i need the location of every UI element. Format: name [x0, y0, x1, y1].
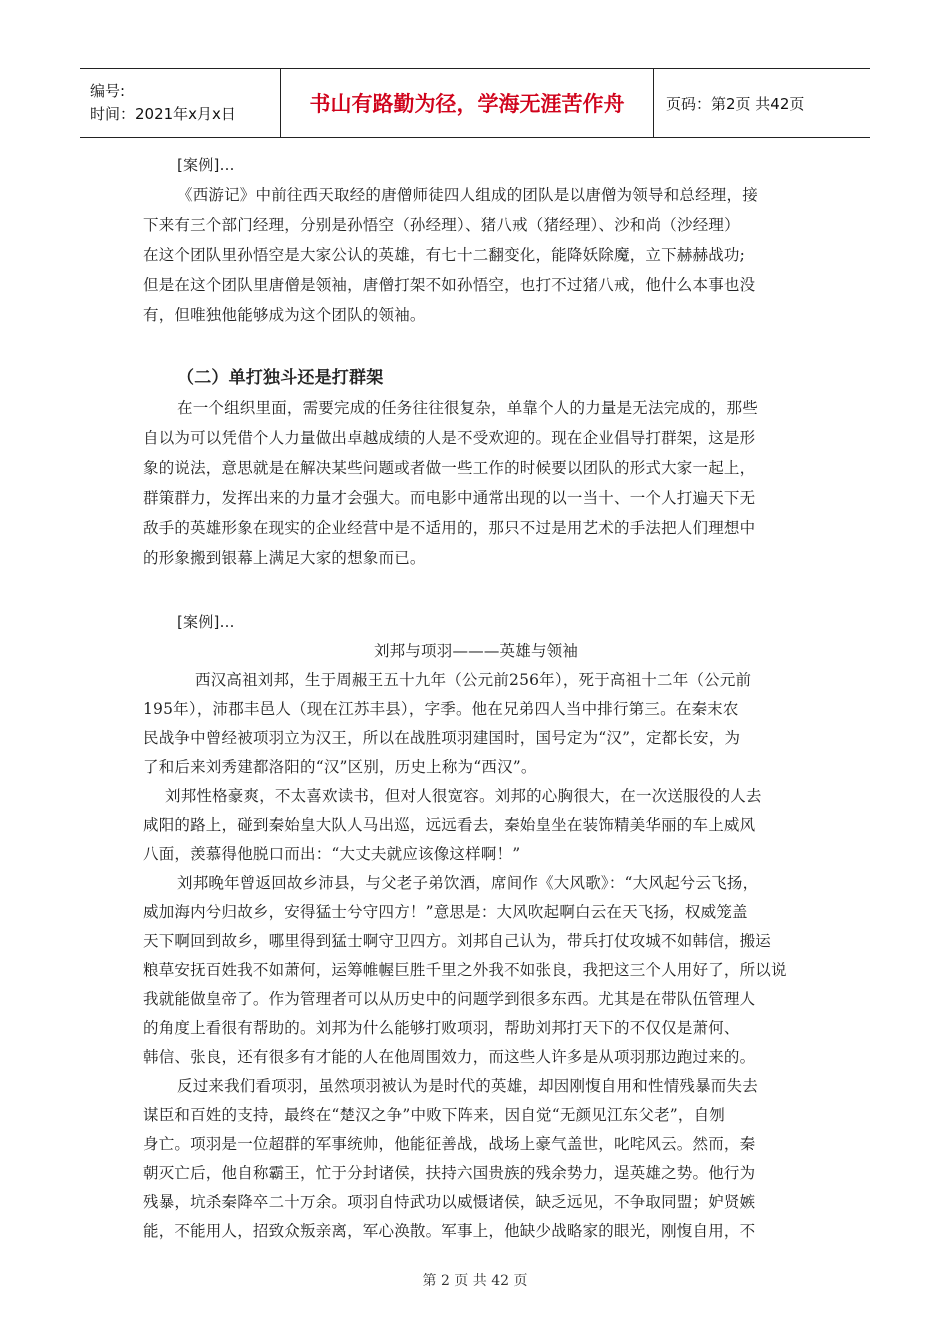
header-page-info	[654, 69, 870, 137]
paragraph-line: 的形象搬到银幕上满足大家的想象而已。	[143, 549, 426, 567]
paragraph-line: 自以为可以凭借个人力量做出卓越成绩的人是不受欢迎的。现在企业倡导打群架，这是形	[143, 429, 756, 447]
paragraph-line: 能，不能用人，招致众叛亲离，军心涣散。军事上，他缺少战略家的眼光，刚愎自用，不	[143, 1222, 756, 1240]
motto-text: 书山有路勤为径，学海无涯苦作舟	[309, 92, 625, 116]
document-body	[143, 150, 809, 1246]
paragraph-line: 反过来我们看项羽，虽然项羽被认为是时代的英雄，却因刚愎自用和性情残暴而失去	[177, 1077, 758, 1095]
paragraph-line: 韩信、张良，还有很多有才能的人在他周围效力，而这些人许多是从项羽那边跑过来的。	[143, 1048, 756, 1066]
page-info-text: 页码：第2页 共42页	[666, 94, 805, 113]
paragraph-line: 在一个组织里面，需要完成的任务往往很复杂，单靠个人的力量是无法完成的，那些	[177, 399, 758, 417]
paragraph-line: 了和后来刘秀建都洛阳的“汉”区别，历史上称为“西汉”。	[143, 758, 537, 776]
paragraph-line: 天下啊回到故乡，哪里得到猛士啊守卫四方。刘邦自己认为，带兵打仗攻城不如韩信，搬运	[143, 932, 772, 950]
page-footer: 第 2 页 共 42 页	[422, 1273, 528, 1289]
paragraph-line: 残暴，坑杀秦降卒二十万余。项羽自恃武功以威慑诸侯，缺乏远见，不争取同盟；妒贤嫉	[143, 1193, 756, 1211]
case-label: [案例]…	[177, 613, 235, 631]
paragraph-line: 的角度上看很有帮助的。刘邦为什么能够打败项羽，帮助刘邦打天下的不仅仅是萧何、	[143, 1019, 740, 1037]
document-number-label: 编号:	[90, 82, 126, 100]
paragraph-line: 咸阳的路上，碰到秦始皇大队人马出巡，远远看去，秦始皇坐在装饰精美华丽的车上威风	[143, 816, 756, 834]
paragraph-line: 威加海内兮归故乡，安得猛士兮守四方！”意思是：大风吹起啊白云在天飞扬，权威笼盖	[143, 903, 748, 921]
paragraph-line: 谋臣和百姓的支持，最终在“楚汉之争”中败下阵来，因自觉“无颜见江东父老”，自刎	[143, 1106, 725, 1124]
document-date-label: 时间：2021年x月x日	[90, 105, 236, 123]
header-meta	[80, 69, 281, 137]
paragraph-line: 有，但唯独他能够成为这个团队的领袖。	[143, 306, 426, 324]
paragraph-line: 在这个团队里孙悟空是大家公认的英雄，有七十二翻变化，能降妖除魔，立下赫赫战功;	[143, 246, 746, 264]
paragraph-line: 下来有三个部门经理，分别是孙悟空（孙经理）、猪八戒（猪经理）、沙和尚（沙经理）	[143, 216, 740, 234]
paragraph-line: 八面，羡慕得他脱口而出：“大丈夫就应该像这样啊！”	[143, 845, 521, 863]
paragraph-line: 刘邦性格豪爽，不太喜欢读书，但对人很宽容。刘邦的心胸很大，在一次送服役的人去	[165, 787, 762, 805]
paragraph-line: 《西游记》中前往西天取经的唐僧师徒四人组成的团队是以唐僧为领导和总经理，接	[177, 186, 758, 204]
paragraph-line: 但是在这个团队里唐僧是领袖，唐僧打架不如孙悟空，也打不过猪八戒，他什么本事也没	[143, 276, 756, 294]
case-label: [案例]…	[177, 156, 235, 174]
paragraph-line: 西汉高祖刘邦，生于周赧王五十九年（公元前256年），死于高祖十二年（公元前	[195, 671, 752, 689]
header-motto	[281, 69, 654, 137]
paragraph-line: 敌手的英雄形象在现实的企业经营中是不适用的，那只不过是用艺术的手法把人们理想中	[143, 519, 756, 537]
paragraph-line: 我就能做皇帝了。作为管理者可以从历史中的问题学到很多东西。尤其是在带队伍管理人	[143, 990, 756, 1008]
page-header	[80, 68, 870, 138]
paragraph-line: 刘邦晚年曾返回故乡沛县，与父老子弟饮酒，席间作《大风歌》：“大风起兮云飞扬，	[177, 874, 759, 892]
paragraph-line: 民战争中曾经被项羽立为汉王，所以在战胜项羽建国时，国号定为“汉”，定都长安，为	[143, 729, 741, 747]
paragraph-line: 象的说法，意思就是在解决某些问题或者做一些工作的时候要以团队的形式大家一起上，	[143, 459, 756, 477]
paragraph-line: 粮草安抚百姓我不如萧何，运筹帷幄巨胜千里之外我不如张良，我把这三个人用好了，所以说	[143, 961, 787, 979]
paragraph-line: 身亡。项羽是一位超群的军事统帅，他能征善战，战场上豪气盖世，叱咤风云。然而，秦	[143, 1135, 756, 1153]
paragraph-line: 朝灭亡后，他自称霸王，忙于分封诸侯，扶持六国贵族的残余势力，逞英雄之势。他行为	[143, 1164, 756, 1182]
case-title: 刘邦与项羽———英雄与领袖	[373, 642, 579, 660]
paragraph-line: 群策群力，发挥出来的力量才会强大。而电影中通常出现的以一当十、一个人打遍天下无	[143, 489, 756, 507]
section-heading: （二）单打独斗还是打群架	[177, 368, 384, 388]
paragraph-line: 195年），沛郡丰邑人（现在江苏丰县），字季。他在兄弟四人当中排行第三。在秦末农	[143, 700, 739, 718]
